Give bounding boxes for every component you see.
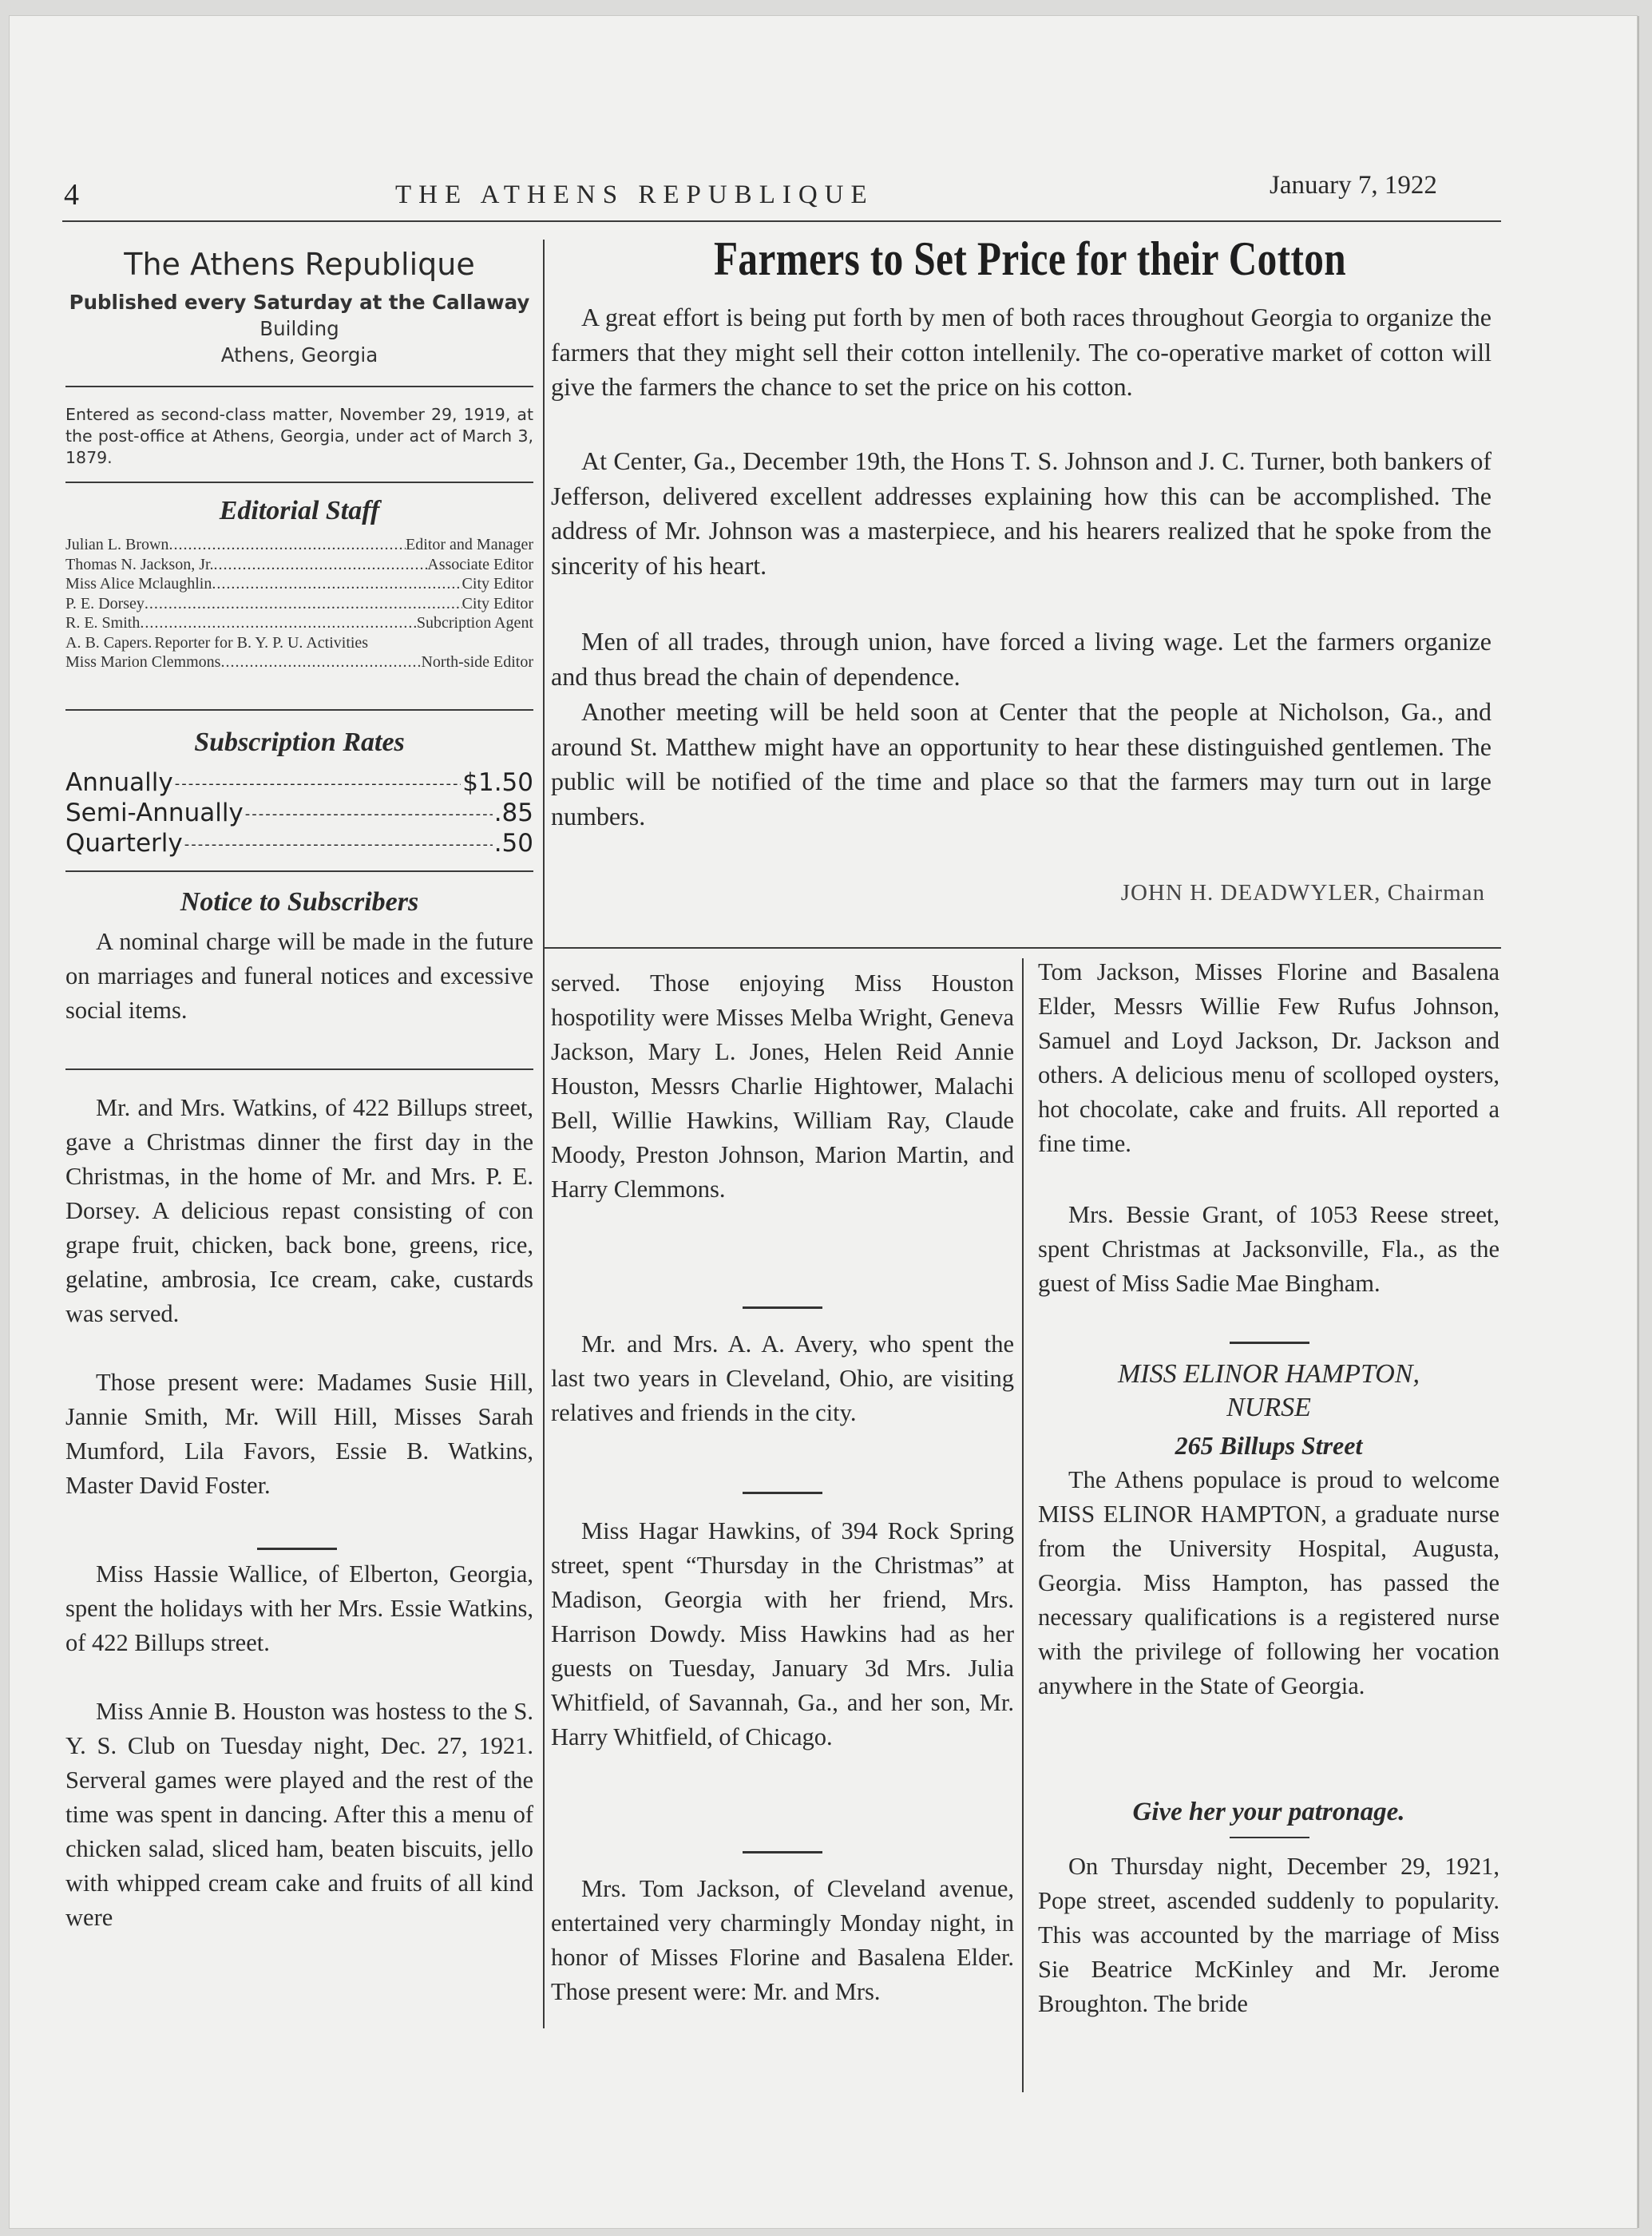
- entry-rule: [65, 482, 533, 483]
- hawkins-paragraph: Miss Hagar Hawkins, of 394 Rock Spring street, spent “Thursday in the Christmas” at Madison, Georgia with her friend, Mrs. Harrison Dowdy. Miss Hawkins had as her guests on Tuesday, January 3d Mrs. Julia Whitfield, of Savannah, Ga., and her son, Mr. Harry Whitfield, of Chicago.: [551, 1517, 1014, 1750]
- separator: [743, 1851, 822, 1853]
- nurse-ad-tagline: Give her your patronage.: [1132, 1798, 1405, 1826]
- lead-signature: JOHN H. DEADWYLER, Chairman: [1120, 880, 1485, 906]
- staff-rule: [65, 709, 533, 711]
- separator: [257, 1548, 337, 1550]
- nurse-ad-address: 265 Billups Street: [1175, 1431, 1363, 1460]
- staff-row: Thomas N. Jackson, Jr. ..... Associate Editor: [65, 555, 533, 575]
- masthead-line2: Building: [259, 317, 339, 340]
- notice-text: A nominal charge will be made in the future on marriages and funeral notices and excessive social items.: [65, 928, 533, 1024]
- rate-row: Quarterly ----- .50: [65, 829, 533, 859]
- page-number: 4: [64, 178, 79, 212]
- masthead: [64, 240, 535, 368]
- dinner-guests-paragraph: Those present were: Madames Susie Hill, Jannie Smith, Mr. Will Hill, Misses Sarah Mumford, Lila Favors, Essie B. Watkins, Master David Foster.: [65, 1369, 533, 1499]
- header-rule: [62, 220, 1501, 222]
- rate-row: Annually ----- $1.50: [65, 768, 533, 799]
- houston-club-paragraph: Miss Annie B. Houston was hostess to the S. Y. S. Club on Tuesday night, Dec. 27, 1921. Serveral games were played and the rest of the time was spent in dancing. After this a menu of chicken salad, sliced ham, beaten biscuits, jello with whipped cream cake and fruits of all kind were: [65, 1698, 533, 1931]
- notice-rule: [65, 1068, 533, 1070]
- column-divider-2: [1022, 958, 1024, 2092]
- separator: [743, 1306, 822, 1309]
- masthead-rule: [65, 386, 533, 387]
- issue-date: January 7, 1922: [1270, 171, 1437, 200]
- nurse-ad-heading: MISS ELINOR HAMPTON,: [1117, 1359, 1420, 1389]
- staff-row: R. E. Smith ..... Subcription Agent: [65, 613, 533, 633]
- editorial-staff-list: [65, 535, 533, 672]
- houston-guests-paragraph: served. Those enjoying Miss Houston hospotility were Misses Melba Wright, Geneva Jackson, Mary L. Jones, Helen Reid Annie Houston, Messrs Charlie Hightower, Malachi Bell, Willie Hawkins, William Ray, Claude Moody, Preston Johnson, Marion Martin, and Harry Clemmons.: [551, 969, 1014, 1203]
- rate-row: Semi-Annually ----- .85: [65, 799, 533, 829]
- lead-bottom-rule: [545, 947, 1501, 949]
- staff-row: Miss Alice Mclaughlin ..... City Editor: [65, 574, 533, 594]
- wallice-visit-paragraph: Miss Hassie Wallice, of Elberton, Georgia, spent the holidays with her Mrs. Essie Watkins, of 422 Billups street.: [65, 1560, 533, 1656]
- staff-row: Julian L. Brown ..... Editor and Manager: [65, 535, 533, 555]
- masthead-title: The Athens Republique: [124, 247, 475, 282]
- lead-paragraph-3: Men of all trades, through union, have forced a living wage. Let the farmers organize and thus bread the chain of dependence.: [551, 627, 1492, 691]
- entry-notice: Entered as second-class matter, November 29, 1919, at the post-office at Athens, Georgia, under act of March 3, 1879.: [65, 405, 533, 467]
- lead-paragraph-2: At Center, Ga., December 19th, the Hons T. S. Johnson and J. C. Turner, both bankers of Jefferson, delivered excellent addresses explaining how this can be accomplished. The address of Mr. Johnson was a masterpiece, and his hearers realized that he spoke from the sincerity of his heart.: [551, 446, 1492, 580]
- wedding-paragraph: On Thursday night, December 29, 1921, Pope street, ascended suddenly to popularity. This was accounted by the marriage of Miss Sie Beatrice McKinley and Mr. Jerome Broughton. The bride: [1038, 1853, 1499, 2017]
- subscription-rates: [65, 768, 533, 859]
- lead-paragraph-4: Another meeting will be held soon at Center that the people at Nicholson, Ga., and around St. Matthew might have an opportunity to hear these distinguished gentlemen. The public will be notified of the time and place so that the farmers may turn out in large numbers.: [551, 697, 1492, 831]
- notice-heading: Notice to Subscribers: [180, 887, 419, 917]
- nurse-ad-subheading: NURSE: [1226, 1393, 1311, 1422]
- masthead-line3: Athens, Georgia: [220, 343, 378, 367]
- editorial-staff-heading: Editorial Staff: [219, 496, 380, 525]
- lead-paragraph-1: A great effort is being put forth by men of both races throughout Georgia to organize the farmers that they might sell their cotton intellenily. The co-operative market of cotton will give the farmers the chance to set the price on his cotton.: [551, 303, 1492, 401]
- nurse-ad-text: The Athens populace is proud to welcome MISS ELINOR HAMPTON, a graduate nurse from the University Hospital, Augusta, Georgia. Miss Hampton, has passed the necessary qualifications is a registered nurse with the privilege of following her vocation anywhere in the State of Georgia.: [1038, 1466, 1499, 1699]
- paper-name: THE ATHENS REPUBLIQUE: [395, 180, 874, 209]
- staff-row: P. E. Dorsey ..... City Editor: [65, 594, 533, 614]
- watkins-dinner-paragraph: Mr. and Mrs. Watkins, of 422 Billups street, gave a Christmas dinner the first day in the Christmas, in the home of Mr. and Mrs. P. E. Dorsey. A delicious repast consisting of con grape fruit, chicken, back bone, greens, rice, gelatine, ambrosia, Ice cream, cake, custards was served.: [65, 1094, 533, 1327]
- staff-row: A. B. Capers ..... Reporter for B. Y. P. U. Activities: [65, 633, 533, 653]
- column-divider-1: [543, 240, 545, 2028]
- grant-visit-paragraph: Mrs. Bessie Grant, of 1053 Reese street, spent Christmas at Jacksonville, Fla., as the guest of Miss Sadie Mae Bingham.: [1038, 1201, 1499, 1297]
- staff-row: Miss Marion Clemmons ..... North-side Editor: [65, 652, 533, 672]
- separator: [1230, 1837, 1309, 1838]
- avery-visit-paragraph: Mr. and Mrs. A. A. Avery, who spent the last two years in Cleveland, Ohio, are visiting relatives and friends in the city.: [551, 1330, 1014, 1426]
- lead-headline: Farmers to Set Price for their Cotton: [713, 232, 1347, 285]
- separator: [1230, 1342, 1309, 1344]
- separator: [743, 1492, 822, 1494]
- jackson-guests-paragraph: Tom Jackson, Misses Florine and Basalena Elder, Messrs Willie Few Rufus Johnson, Samuel and Loyd Jackson, Dr. Jackson and others. A delicious menu of scolloped oysters, hot chocolate, cake and fruits. All reported a fine time.: [1038, 958, 1499, 1157]
- subscription-heading: Subscription Rates: [194, 727, 405, 757]
- jackson-party-paragraph: Mrs. Tom Jackson, of Cleveland avenue, entertained very charmingly Monday night, in honor of Misses Florine and Basalena Elder. Those present were: Mr. and Mrs.: [551, 1875, 1014, 2005]
- rates-rule: [65, 870, 533, 872]
- masthead-line1: Published every Saturday at the Callaway: [69, 291, 530, 314]
